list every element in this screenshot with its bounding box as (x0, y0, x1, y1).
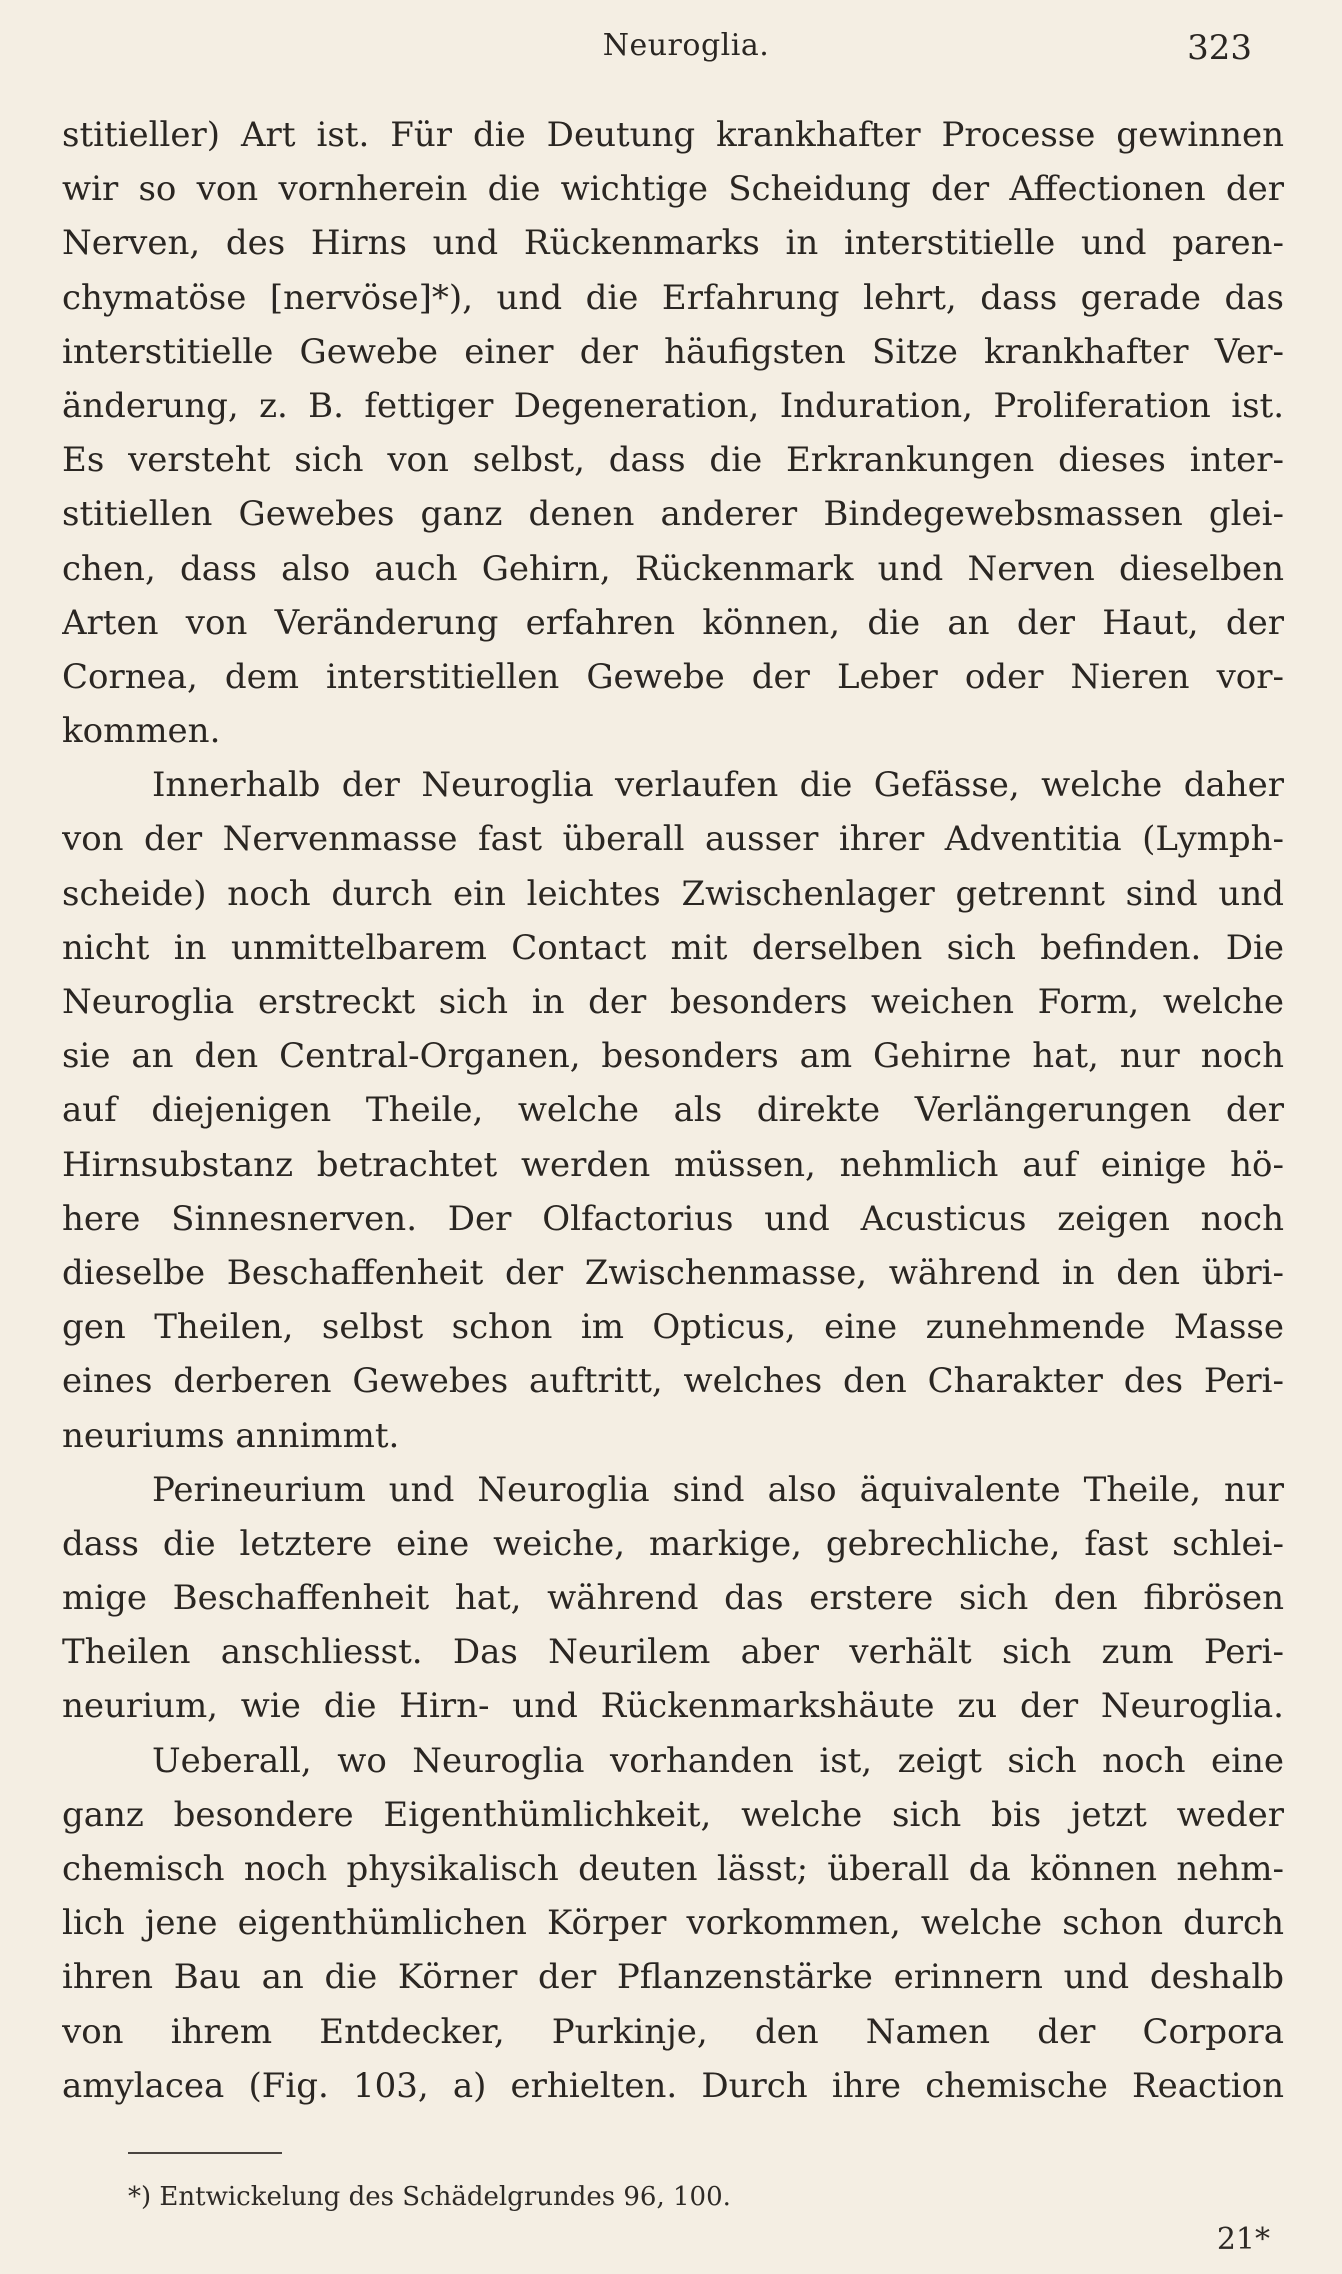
text-line: gen Theilen, selbst schon im Opticus, eine zunehmende Masse (62, 1307, 1284, 1348)
text-line: interstitielle Gewebe einer der häufigsten Sitze krankhafter Ver- (62, 331, 1284, 372)
text-line: Perineurium und Neuroglia sind also äquivalente Theile, nur (152, 1469, 1284, 1510)
page-header (60, 22, 1282, 82)
text-line: mige Beschaffenheit hat, während das erstere sich den fibrösen (62, 1578, 1284, 1619)
text-line: Cornea, dem interstitiellen Gewebe der Leber oder Nieren vor- (62, 656, 1284, 697)
running-head: Neuroglia. (602, 28, 770, 63)
text-line: von ihrem Entdecker, Purkinje, den Namen der Corpora (62, 2011, 1284, 2052)
text-line: Hirnsubstanz betrachtet werden müssen, nehmlich auf einige hö- (62, 1144, 1284, 1185)
text-line: chemisch noch physikalisch deuten lässt; überall da können nehm- (62, 1849, 1284, 1889)
text-line: chymatöse [nervöse]*), und die Erfahrung lehrt, dass gerade das (62, 277, 1284, 318)
text-line: scheide) noch durch ein leichtes Zwischenlager getrennt sind und (62, 873, 1284, 914)
text-line: neuriums annimmt. (62, 1415, 400, 1456)
text-line: kommen. (62, 711, 221, 752)
text-line: Neuroglia erstreckt sich in der besonders weichen Form, welche (62, 982, 1284, 1022)
text-line: dass die letztere eine weiche, markige, gebrechliche, fast schlei- (62, 1523, 1284, 1564)
signature-mark: 21* (1216, 2222, 1270, 2257)
page-number: 323 (1187, 28, 1252, 68)
text-line: Es versteht sich von selbst, dass die Erkrankungen dieses inter- (62, 440, 1284, 481)
text-line: Nerven, des Hirns und Rückenmarks in interstitielle und paren- (62, 223, 1284, 264)
text-line: änderung, z. B. fettiger Degeneration, Induration, Proliferation ist. (62, 385, 1284, 426)
text-line: chen, dass also auch Gehirn, Rückenmark und Nerven dieselben (62, 548, 1284, 589)
text-line: dieselbe Beschaffenheit der Zwischenmasse, während in den übri- (62, 1252, 1284, 1293)
footnote: *) Entwickelung des Schädelgrundes 96, 100. (128, 2182, 731, 2212)
body-text (62, 108, 1284, 2113)
text-line: sie an den Central-Organen, besonders am Gehirne hat, nur noch (62, 1036, 1284, 1077)
text-line: eines derberen Gewebes auftritt, welches den Charakter des Peri- (62, 1361, 1284, 1402)
text-line: ganz besondere Eigenthümlichkeit, welche sich bis jetzt weder (62, 1794, 1284, 1835)
text-line: stitieller) Art ist. Für die Deutung krankhafter Processe gewinnen (62, 115, 1284, 155)
text-line: Theilen anschliesst. Das Neurilem aber verhält sich zum Peri- (62, 1632, 1284, 1673)
text-line: amylacea (Fig. 103, a) erhielten. Durch ihre chemische Reaction (62, 2065, 1284, 2106)
text-line: ihren Bau an die Körner der Pflanzenstärke erinnern und deshalb (62, 1957, 1284, 1998)
text-line: Ueberall, wo Neuroglia vorhanden ist, zeigt sich noch eine (152, 1740, 1284, 1781)
footnote-rule (128, 2152, 282, 2154)
text-line: nicht in unmittelbarem Contact mit derselben sich befinden. Die (62, 927, 1284, 968)
text-line: neurium, wie die Hirn- und Rückenmarkshäute zu der Neuroglia. (62, 1686, 1284, 1727)
text-line: wir so von vornherein die wichtige Scheidung der Affectionen der (62, 169, 1284, 210)
text-line: von der Nervenmasse fast überall ausser ihrer Adventitia (Lymph- (62, 819, 1284, 860)
text-line: stitiellen Gewebes ganz denen anderer Bindegewebsmassen glei- (62, 494, 1284, 535)
text-line: here Sinnesnerven. Der Olfactorius und Acusticus zeigen noch (62, 1198, 1284, 1239)
text-line: Innerhalb der Neuroglia verlaufen die Gefässe, welche daher (152, 765, 1284, 806)
text-line: Arten von Veränderung erfahren können, die an der Haut, der (62, 602, 1284, 643)
text-line: auf diejenigen Theile, welche als direkte Verlängerungen der (62, 1090, 1284, 1131)
text-line: lich jene eigenthümlichen Körper vorkommen, welche schon durch (62, 1903, 1284, 1944)
